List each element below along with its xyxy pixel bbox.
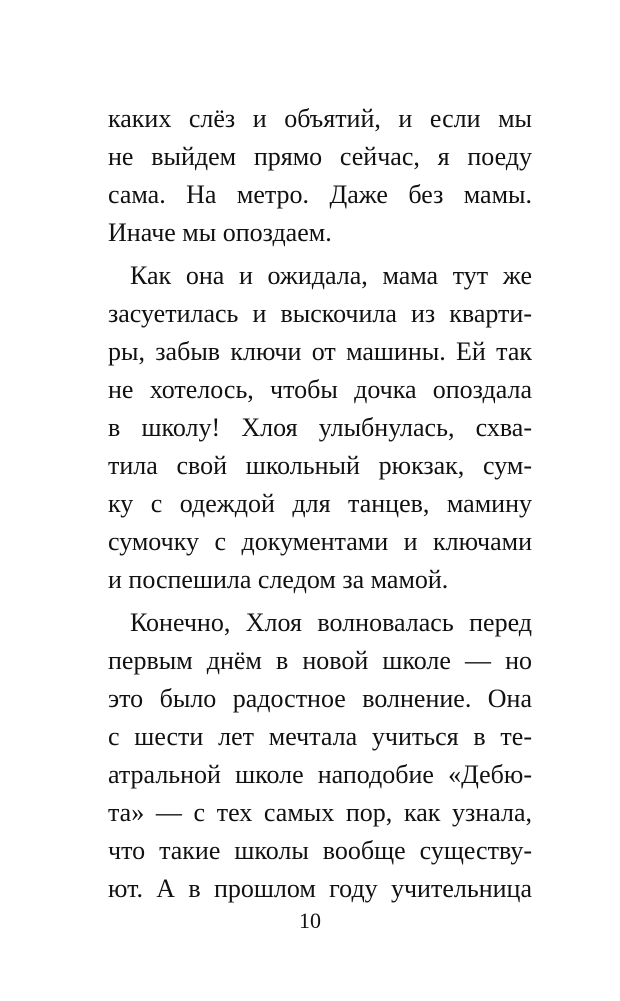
text-line: Иначе мы опоздаем. (108, 218, 332, 247)
text-line: и поспешила следом за мамой. (108, 565, 449, 594)
text-line: атральной школе наподобие «Дебю- (108, 760, 532, 789)
text-line: ры, забыв ключи от машины. Ей так (108, 337, 532, 366)
text-line: не выйдем прямо сейчас, я поеду (108, 142, 532, 171)
text-line: ют. А в прошлом году учительница (108, 874, 532, 903)
text-line: сумочку с документами и ключами (108, 527, 532, 556)
text-line: ку с одеждой для танцев, мамину (108, 489, 532, 518)
text-line: засуетилась и выскочила из кварти- (108, 299, 532, 328)
text-line: что такие школы вообще существу- (108, 836, 532, 865)
text-line: первым днём в новой школе — но (108, 646, 532, 675)
text-line: тила свой школьный рюкзак, сум- (108, 451, 532, 480)
text-line: это было радостное волнение. Она (108, 684, 532, 713)
text-line: не хотелось, чтобы дочка опоздала (108, 375, 532, 404)
text-line: Как она и ожидала, мама тут же (130, 261, 532, 290)
page-number: 10 (299, 908, 321, 933)
text-line: та» — с тех самых пор, как узнала, (108, 798, 532, 827)
text-line: Конечно, Хлоя волновалась перед (130, 608, 532, 637)
text-line: сама. На метро. Даже без мамы. (108, 180, 532, 209)
text-line: в школу! Хлоя улыбнулась, схва- (108, 413, 532, 442)
text-line: с шести лет мечтала учиться в те- (108, 722, 532, 751)
text-line: каких слёз и объятий, и если мы (108, 104, 532, 133)
